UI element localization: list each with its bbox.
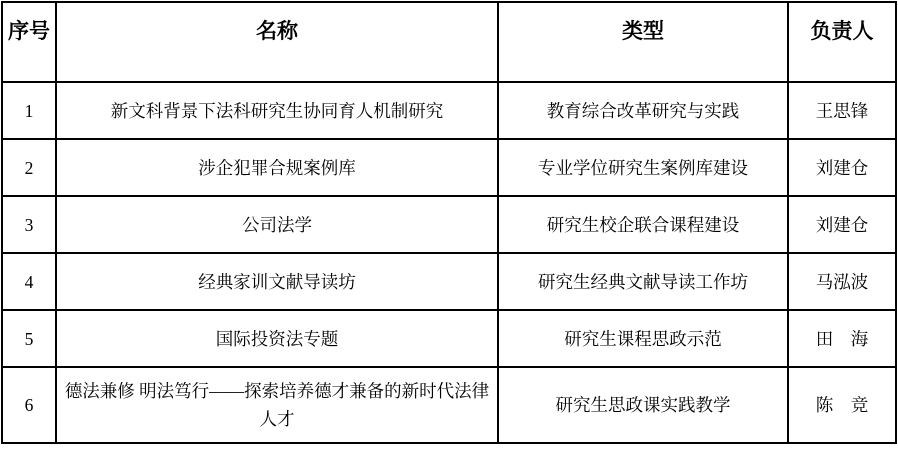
column-header-index: 序号	[2, 2, 56, 82]
cell-index: 2	[2, 139, 56, 196]
cell-name: 新文科背景下法科研究生协同育人机制研究	[56, 82, 498, 139]
cell-index: 1	[2, 82, 56, 139]
cell-lead: 田 海	[788, 310, 896, 367]
cell-type: 研究生课程思政示范	[498, 310, 788, 367]
table-row	[2, 139, 896, 196]
cell-lead: 王思锋	[788, 82, 896, 139]
column-header-type: 类型	[498, 2, 788, 82]
cell-lead: 马泓波	[788, 253, 896, 310]
cell-index: 3	[2, 196, 56, 253]
table-row	[2, 196, 896, 253]
cell-index: 6	[2, 367, 56, 443]
cell-type: 研究生校企联合课程建设	[498, 196, 788, 253]
projects-table	[1, 1, 897, 444]
table-header-row	[2, 2, 896, 82]
cell-name: 涉企犯罪合规案例库	[56, 139, 498, 196]
cell-index: 5	[2, 310, 56, 367]
table-row	[2, 253, 896, 310]
cell-lead: 刘建仓	[788, 196, 896, 253]
cell-lead: 陈 竞	[788, 367, 896, 443]
table-row	[2, 82, 896, 139]
cell-type: 研究生思政课实践教学	[498, 367, 788, 443]
cell-index: 4	[2, 253, 56, 310]
cell-type: 研究生经典文献导读工作坊	[498, 253, 788, 310]
column-header-name: 名称	[56, 2, 498, 82]
table-row	[2, 367, 896, 443]
cell-name: 国际投资法专题	[56, 310, 498, 367]
cell-name: 经典家训文献导读坊	[56, 253, 498, 310]
cell-lead: 刘建仓	[788, 139, 896, 196]
cell-name: 德法兼修 明法笃行——探索培养德才兼备的新时代法律人才	[56, 367, 498, 443]
cell-type: 教育综合改革研究与实践	[498, 82, 788, 139]
table-row	[2, 310, 896, 367]
cell-name: 公司法学	[56, 196, 498, 253]
column-header-lead: 负责人	[788, 2, 896, 82]
cell-type: 专业学位研究生案例库建设	[498, 139, 788, 196]
